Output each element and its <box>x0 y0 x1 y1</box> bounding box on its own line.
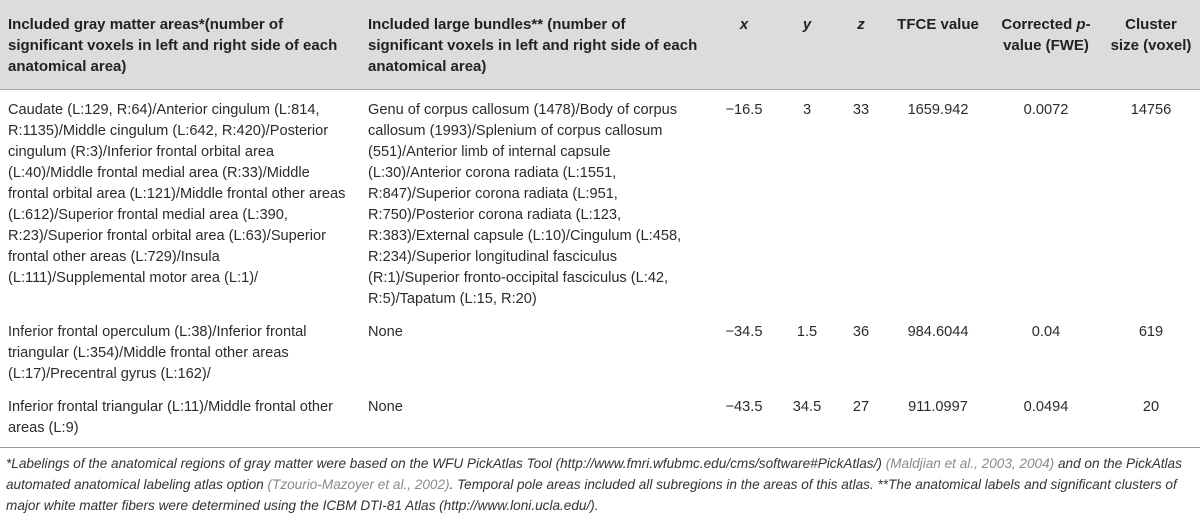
table-row <box>0 90 1200 315</box>
cell-gray: Caudate (L:129, R:64)/Anterior cingulum (L:814, R:1135)/Middle cingulum (L:642, R:420)/Posterior cingulum (R:3)/Inferior frontal orbital area (L:40)/Middle frontal medial area (R:33)/Middle frontal orbital area (L:121)/Middle frontal other areas (L:612)/Superior frontal medial area (L:390, R:23)/Superior frontal orbital area (L:63)/Superior frontal other areas (L:729)/Insula (L:111)/Supplemental motor area (L:1)/ <box>8 102 346 286</box>
cell-x: −34.5 <box>725 324 763 340</box>
header-z: z <box>836 0 886 90</box>
header-cluster-size: Cluster size (voxel) <box>1102 0 1200 90</box>
header-p-prefix: Corrected <box>1001 16 1077 33</box>
cell-gray: Inferior frontal triangular (L:11)/Middle frontal other areas (L:9) <box>0 389 360 448</box>
table-body <box>0 90 1200 448</box>
footnote-text-2: and on the PickAtlas automated anatomical labeling atlas option <box>6 456 1182 492</box>
cell-y: 1.5 <box>796 324 818 340</box>
header-p-value <box>990 0 1102 90</box>
footnote-text-3: . Temporal pole areas included all subregions in the areas of this atlas. **The anatomical labels and significant clusters of major white matter fibers were determined using the ICBM DTI-81 Atlas (http://www.loni.ucla.edu/). <box>6 477 1177 513</box>
cell-tfce: 1659.942 <box>907 102 969 118</box>
citation-tzourio-mazoyer[interactable]: (Tzourio-Mazoyer et al., 2002) <box>267 477 450 492</box>
cell-gray: Inferior frontal operculum (L:38)/Inferior frontal triangular (L:354)/Middle frontal other areas (L:17)/Precentral gyrus (L:162)/ <box>8 324 307 382</box>
cell-x: −16.5 <box>725 102 763 118</box>
header-large-bundles: Included large bundles** (number of significant voxels in left and right side of each anatomical area) <box>360 0 710 90</box>
cell-z: 27 <box>836 389 886 448</box>
citation-maldjian[interactable]: (Maldjian et al., 2003, 2004) <box>885 456 1055 471</box>
table-row <box>0 314 1200 389</box>
cell-tfce: 984.6044 <box>907 324 969 340</box>
cell-cluster: 619 <box>1138 324 1164 340</box>
cell-z: 36 <box>852 324 870 340</box>
header-tfce: TFCE value <box>886 0 990 90</box>
cell-y: 3 <box>802 102 812 118</box>
header-gray-matter: Included gray matter areas*(number of significant voxels in left and right side of each anatomical area) <box>0 0 360 90</box>
header-p-suffix: -value (FWE) <box>1003 16 1091 54</box>
header-p-italic: p <box>1076 16 1086 33</box>
table-footnote <box>6 453 1194 516</box>
cell-p: 0.0494 <box>990 389 1102 448</box>
header-y: y <box>778 0 836 90</box>
cell-cluster: 20 <box>1102 389 1200 448</box>
cell-bundles: Genu of corpus callosum (1478)/Body of corpus callosum (1993)/Splenium of corpus callosum (551)/Anterior limb of internal capsule (L:30)/Anterior corona radiata (L:1551, R:847)/Superior corona radiata (L:951, R:750)/Posterior corona radiata (L:123, R:383)/External capsule (L:10)/Cingulum (L:458, R:234)/Superior longitudinal fasciculus (R:1)/Superior fronto-occipital fasciculus (L:42, R:5)/Tapatum (L:15, R:20) <box>368 102 682 307</box>
cell-p: 0.0072 <box>1023 102 1069 118</box>
cell-y: 34.5 <box>778 389 836 448</box>
table-row <box>0 389 1200 448</box>
header-x: x <box>710 0 778 90</box>
cell-cluster: 14756 <box>1130 102 1172 118</box>
cell-bundles: None <box>368 324 403 340</box>
cell-z: 33 <box>852 102 870 118</box>
table-header <box>0 0 1200 90</box>
cell-x: −43.5 <box>710 389 778 448</box>
cell-bundles: None <box>360 389 710 448</box>
header-row <box>0 0 1200 90</box>
cell-p: 0.04 <box>1031 324 1061 340</box>
footnote-text-1: *Labelings of the anatomical regions of gray matter were based on the WFU PickAtlas Tool (http://www.fmri.wfubmc.edu/cms/software#PickAtlas/) <box>6 456 886 471</box>
cell-tfce: 911.0997 <box>886 389 990 448</box>
